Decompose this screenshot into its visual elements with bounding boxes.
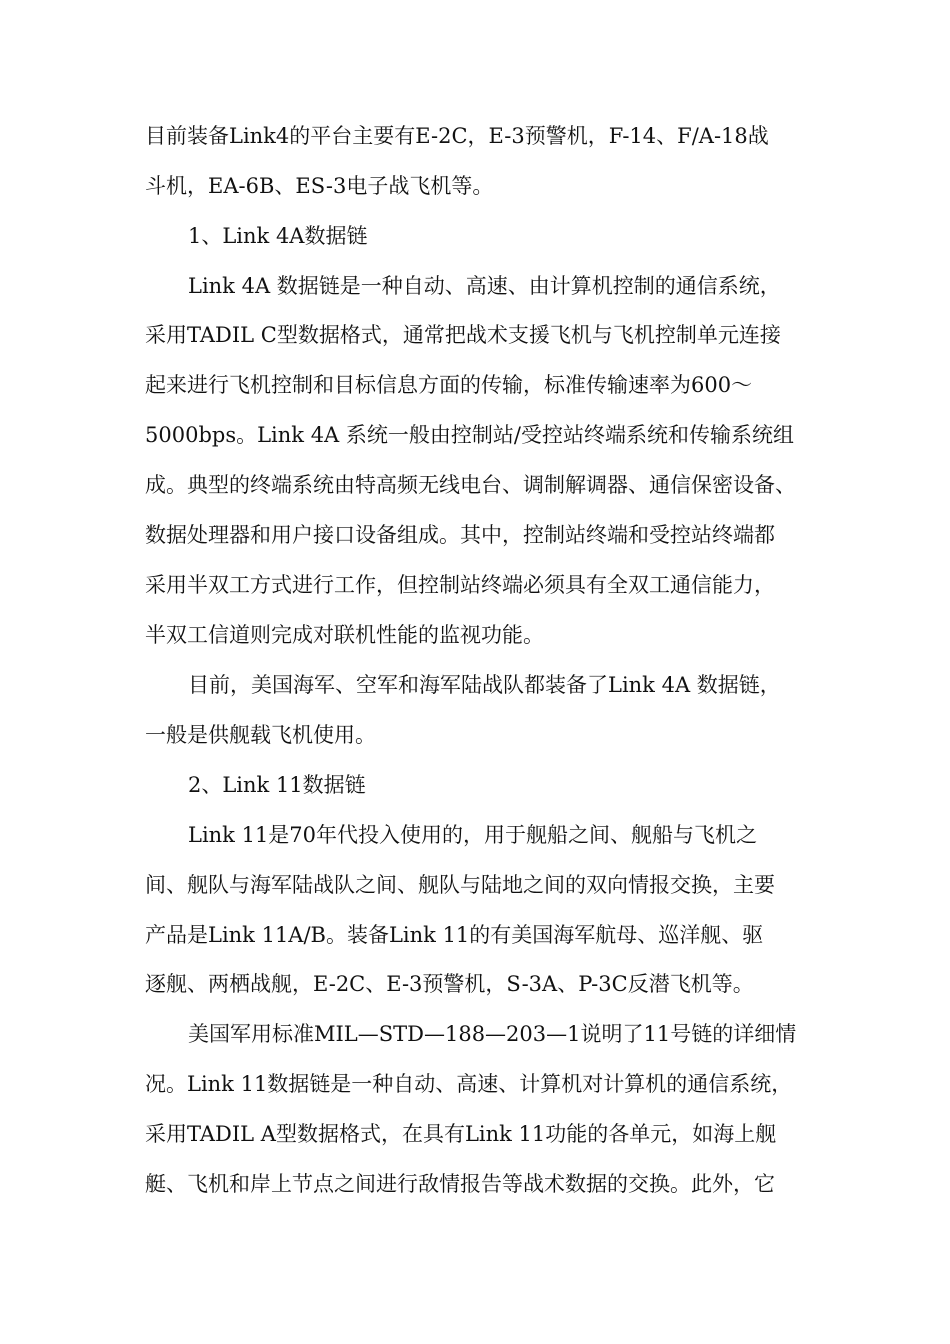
text-line: 采用半双工方式进行工作，但控制站终端必须具有全双工通信能力， [145,573,775,597]
text-line: Link 11是70年代投入使用的，用于舰船之间、舰船与飞机之 [188,823,758,847]
text-line: 况。Link 11数据链是一种自动、高速、计算机对计算机的通信系统， [145,1072,793,1096]
text-line: 斗机，EA-6B、ES-3电子战飞机等。 [145,174,494,198]
text-line: 一般是供舰载飞机使用。 [145,723,376,747]
text-line: Link 4A 数据链是一种自动、高速、由计算机控制的通信系统， [188,274,781,298]
text-line: 艇、飞机和岸上节点之间进行敌情报告等战术数据的交换。此外，它 [145,1172,775,1196]
text-line: 采用TADIL A型数据格式，在具有Link 11功能的各单元，如海上舰 [145,1122,777,1146]
section-heading: 1、Link 4A数据链 [188,224,368,248]
text-line: 目前装备Link4的平台主要有E-2C，E-3预警机，F-14、F/A-18战 [145,124,769,148]
text-line: 5000bps。Link 4A 系统一般由控制站/受控站终端系统和传输系统组 [145,423,794,447]
text-line: 起来进行飞机控制和目标信息方面的传输，标准传输速率为600～ [145,373,753,397]
text-line: 间、舰队与海军陆战队之间、舰队与陆地之间的双向情报交换，主要 [145,873,775,897]
text-line: 采用TADIL C型数据格式，通常把战术支援飞机与飞机控制单元连接 [145,323,781,347]
text-line: 半双工信道则完成对联机性能的监视功能。 [145,623,544,647]
text-line: 成。典型的终端系统由特高频无线电台、调制解调器、通信保密设备、 [145,473,796,497]
text-line: 美国军用标准MIL—STD—188—203—1说明了11号链的详细情 [188,1022,797,1046]
text-line: 数据处理器和用户接口设备组成。其中，控制站终端和受控站终端都 [145,523,775,547]
section-heading: 2、Link 11数据链 [188,773,366,797]
text-line: 目前，美国海军、空军和海军陆战队都装备了Link 4A 数据链， [188,673,781,697]
text-line: 产品是Link 11A/B。装备Link 11的有美国海军航母、巡洋舰、驱 [145,923,764,947]
text-line: 逐舰、两栖战舰，E-2C、E-3预警机，S-3A、P-3C反潜飞机等。 [145,972,754,996]
